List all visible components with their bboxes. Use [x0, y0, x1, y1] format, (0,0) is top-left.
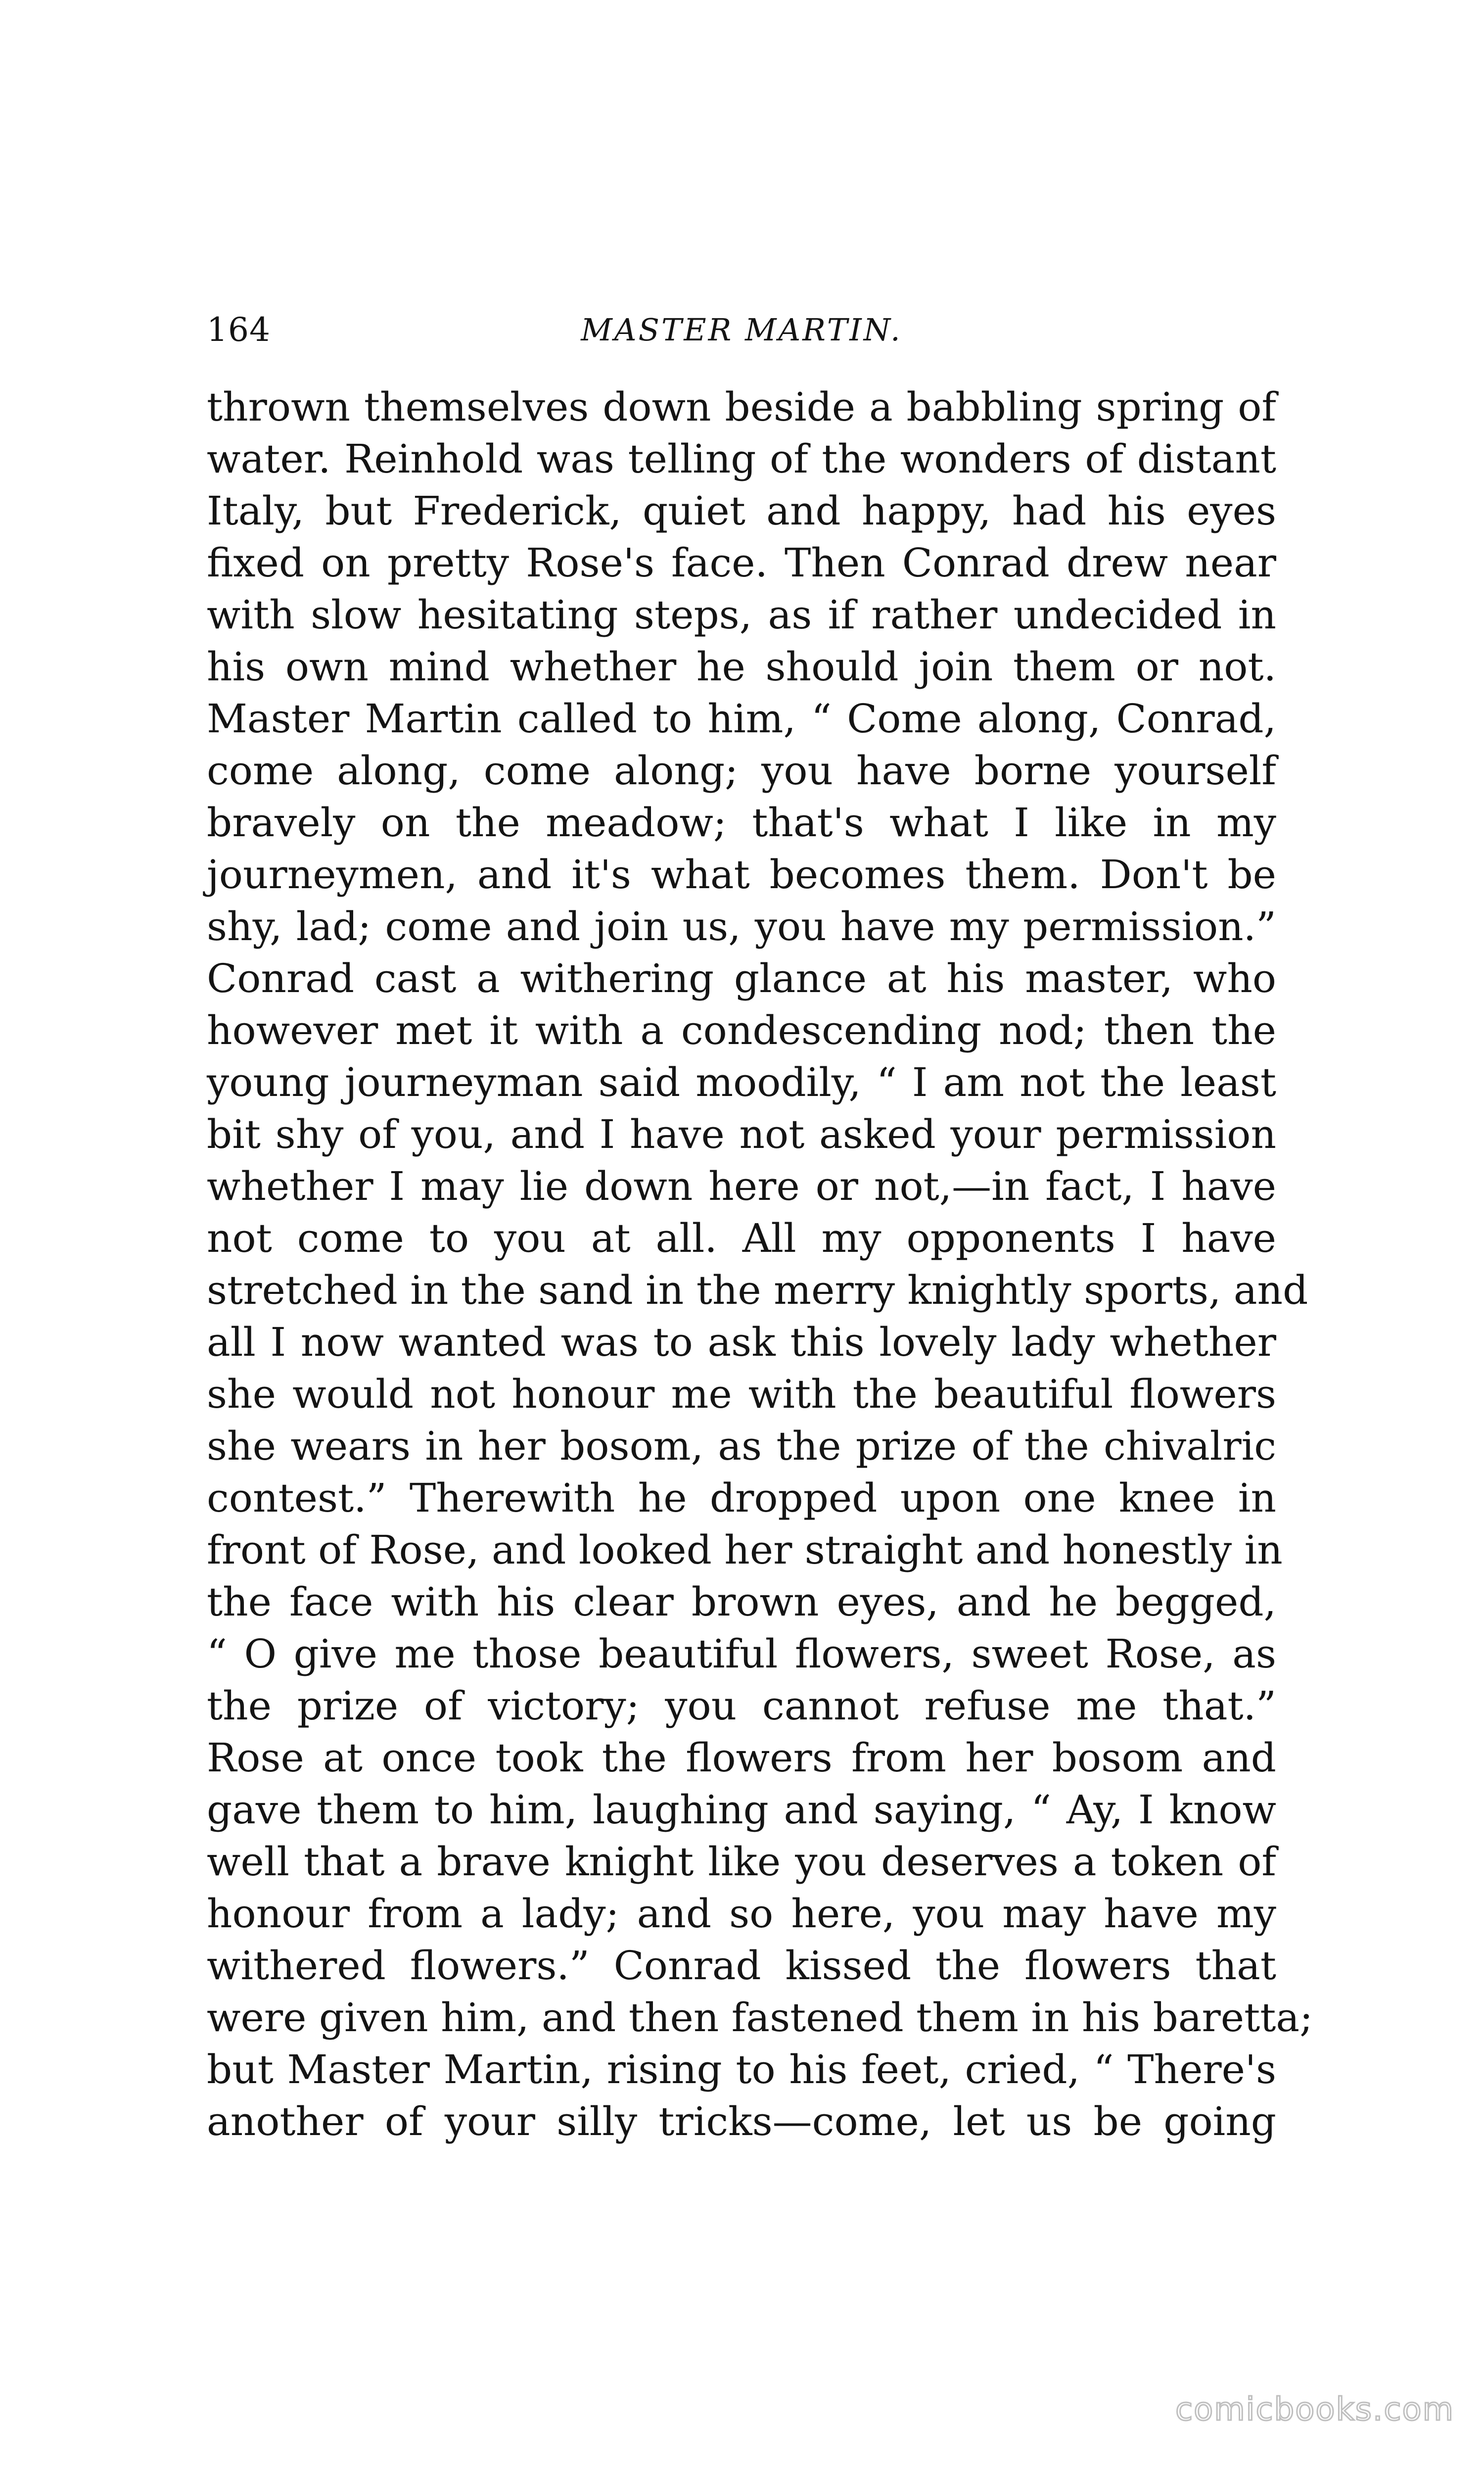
page-number: 164 [207, 311, 271, 349]
text-line: well that a brave knight like you deserves a token of [207, 1839, 1276, 1885]
text-line: honour from a lady; and so here, you may have my [207, 1891, 1276, 1937]
text-line: whether I may lie down here or not,—in fact, I have [207, 1163, 1276, 1209]
text-line: the prize of victory; you cannot refuse me that.” [207, 1683, 1276, 1729]
text-line: Rose at once took the flowers from her bosom and [207, 1735, 1276, 1781]
text-line: fixed on pretty Rose's face. Then Conrad drew near [207, 540, 1276, 586]
running-title: MASTER MARTIN. [581, 312, 902, 348]
text-line: young journeyman said moodily, “ I am not the least [207, 1059, 1276, 1105]
text-line: Conrad cast a withering glance at his master, who [207, 955, 1276, 1001]
text-line: Master Martin called to him, “ Come along, Conrad, [207, 696, 1276, 742]
watermark: comicbooks.com [1175, 2391, 1454, 2428]
text-line: stretched in the sand in the merry knightly sports, and [207, 1267, 1308, 1313]
text-line: she wears in her bosom, as the prize of the chivalric [207, 1423, 1276, 1469]
text-line: were given him, and then fastened them in his baretta; [207, 1995, 1313, 2041]
text-line: withered flowers.” Conrad kissed the flowers that [207, 1943, 1276, 1989]
text-line: Italy, but Frederick, quiet and happy, had his eyes [207, 488, 1276, 534]
text-line: with slow hesitating steps, as if rather undecided in [207, 592, 1276, 638]
text-line: all I now wanted was to ask this lovely lady whether [207, 1319, 1276, 1365]
body-text [207, 381, 1313, 2147]
text-line: contest.” Therewith he dropped upon one knee in [207, 1475, 1276, 1521]
text-line: journeymen, and it's what becomes them. Don't be [207, 852, 1276, 898]
text-line: not come to you at all. All my opponents I have [207, 1215, 1276, 1261]
text-line: thrown themselves down beside a babbling spring of [207, 384, 1276, 430]
text-line: shy, lad; come and join us, you have my permission.” [207, 904, 1276, 950]
text-line: bravely on the meadow; that's what I like in my [207, 800, 1276, 846]
text-line: bit shy of you, and I have not asked your permission [207, 1111, 1276, 1157]
text-line: “ O give me those beautiful flowers, sweet Rose, as [207, 1631, 1276, 1677]
text-line: water. Reinhold was telling of the wonders of distant [207, 436, 1276, 482]
text-line: come along, come along; you have borne yourself [207, 748, 1276, 794]
running-head [207, 303, 1276, 357]
text-line: gave them to him, laughing and saying, “ Ay, I know [207, 1787, 1276, 1833]
text-line: she would not honour me with the beautiful flowers [207, 1371, 1276, 1417]
text-line: his own mind whether he should join them or not. [207, 644, 1276, 690]
text-line: front of Rose, and looked her straight and honestly in [207, 1527, 1283, 1573]
text-line: the face with his clear brown eyes, and he begged, [207, 1579, 1276, 1625]
text-line: but Master Martin, rising to his feet, cried, “ There's [207, 2046, 1276, 2093]
text-line: another of your silly tricks—come, let us be going [207, 2098, 1276, 2144]
text-line: however met it with a condescending nod; then the [207, 1007, 1276, 1053]
